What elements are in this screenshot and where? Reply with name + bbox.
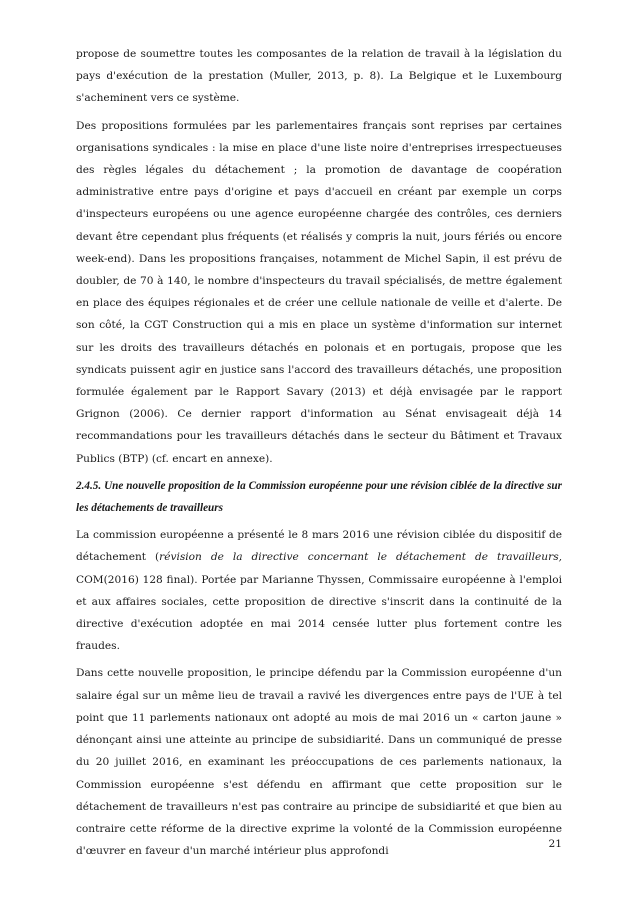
paragraph-italic-title: révision de la directive concernant le détachement de travailleurs, [159, 551, 563, 564]
paragraph-text-after: COM(2016) 128 final). Portée par Marianne Thyssen, Commissaire européenne à l'emploi et aux affaires sociales, cette proposition de directive s'inscrit dans la continuité de la directive d'exécution adoptée en mai 2014 censée lutter plus fortement contre les fraudes. [76, 573, 562, 653]
paragraph-new-proposal: Dans cette nouvelle proposition, le principe défendu par la Commission européenne d'un salaire égal sur un même lieu de travail a ravivé les divergences entre pays de l'UE à tel point que 11 parlements nationaux ont adopté au mois de mai 2016 un « carton jaune » dénonçant ainsi une atteinte au principe de subsidiarité. Dans un communiqué de presse du 20 juillet 2016, en examinant les préoccupations de ces parlements nationaux, la Commission européenne s'est défendu en affirmant que cette proposition sur le détachement de travailleurs n'est pas contraire au principe de subsidiarité et que bien au contraire cette réforme de la directive exprime la volonté de la Commission européenne d'œuvrer en faveur d'un marché intérieur plus approfondi [76, 667, 562, 858]
page-number: 21 [548, 838, 562, 850]
paragraph-french-proposals: Des propositions formulées par les parlementaires français sont reprises par certaines organisations syndicales : la mise en place d'une liste noire d'entreprises irrespectueuses des règles légales du détachement ; la promotion de davantage de coopération administrative entre pays d'origine et pays d'accueil en créant par exemple un corps d'inspecteurs européens ou une agence européenne chargée des contrôles, ces derniers devant être cependant plus fréquents (et réalisés y compris la nuit, jours fériés ou encore week-end). Dans les propositions françaises, notamment de Michel Sapin, il est prévu de doubler, de 70 à 140, le nombre d'inspecteurs du travail spécialisés, de mettre également en place des équipes régionales et de créer une cellule nationale de veille et d'alerte. De son côté, la CGT Construction qui a mis en place un système d'information sur internet sur les droits des travailleurs détachés en polonais et en portugais, propose que les syndicats puissent agir en justice sans l'accord des travailleurs détachés, une proposition formulée également par le Rapport Savary (2013) et déjà envisagée par le rapport Grignon (2006). Ce dernier rapport d'information au Sénat envisageait déjà 14 recommandations pour les travailleurs détachés dans le secteur du Bâtiment et Travaux Publics (BTP) (cf. encart en annexe). [76, 119, 562, 465]
section-heading: 2.4.5. Une nouvelle proposition de la Commission européenne pour une révision ciblée de la directive sur les détachements de travailleurs [76, 479, 562, 515]
body-text [76, 43, 562, 867]
paragraph-continuation: propose de soumettre toutes les composantes de la relation de travail à la législation du pays d'exécution de la prestation (Muller, 2013, p. 8). La Belgique et le Luxembourg s'acheminent vers ce système. [76, 48, 562, 105]
paragraph-text-before: La commission européenne a présenté le 8 mars 2016 une révision ciblée du dispositif de détachement ( [76, 529, 562, 564]
paragraph-commission-revision [76, 524, 562, 657]
